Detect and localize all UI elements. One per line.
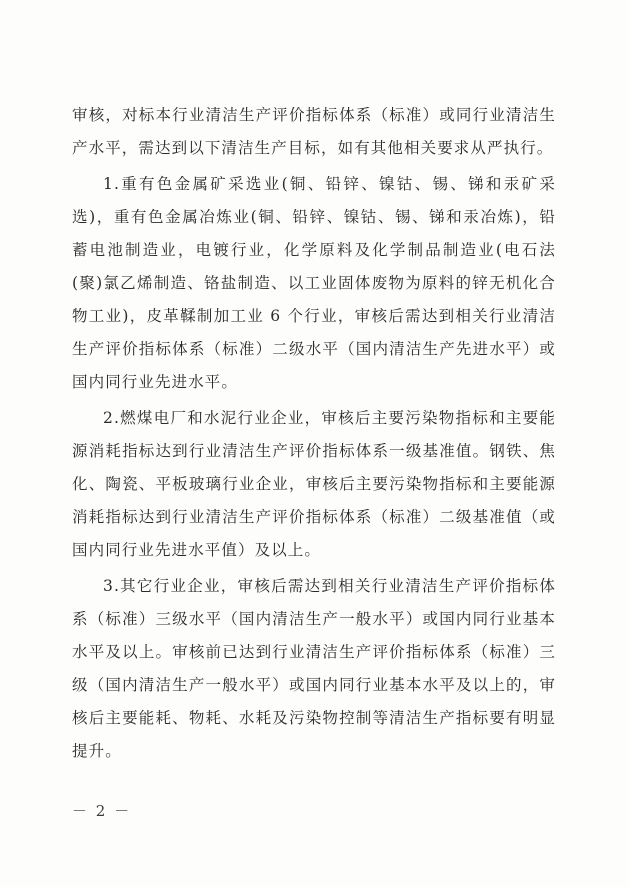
paragraph-item-3: 3.其它行业企业，审核后需达到相关行业清洁生产评价指标体系（标准）三级水平（国内清洁生产一般水平）或国内同行业基本水平及以上。审核前已达到行业清洁生产评价指标体系（标准）三级（国内清洁生产一般水平）或国内同行业基本水平及以上的，审核后主要能耗、物耗、水耗及污染物控制等清洁生产指标要有明显提升。: [72, 577, 556, 760]
paragraph-intro: 审核，对标本行业清洁生产评价指标体系（标准）或同行业清洁生产水平，需达到以下清洁生产目标，如有其他相关要求从严执行。: [72, 106, 556, 157]
document-body: [72, 99, 556, 768]
page-number: － 2 －: [72, 802, 132, 820]
paragraph-item-1: 1.重有色金属矿采选业(铜、铅锌、镍钴、锡、锑和汞矿采选)，重有色金属冶炼业(铜、铅锌、镍钴、锡、锑和汞冶炼)，铅蓄电池制造业，电镀行业，化学原料及化学制品制造业(电石法(聚)氯乙烯制造、铬盐制造、以工业固体废物为原料的锌无机化合物工业)，皮革鞣制加工业 6 个行业，审核后需达到相关行业清洁生产评价指标体系（标准）二级水平（国内清洁生产先进水平）或国内同行业先进水平。: [72, 175, 556, 391]
paragraph-item-2: 2.燃煤电厂和水泥行业企业，审核后主要污染物指标和主要能源消耗指标达到行业清洁生产评价指标体系一级基准值。钢铁、焦化、陶瓷、平板玻璃行业企业，审核后主要污染物指标和主要能源消耗指标达到行业清洁生产评价指标体系（标准）二级基准值（或国内同行业先进水平值）及以上。: [72, 409, 556, 559]
